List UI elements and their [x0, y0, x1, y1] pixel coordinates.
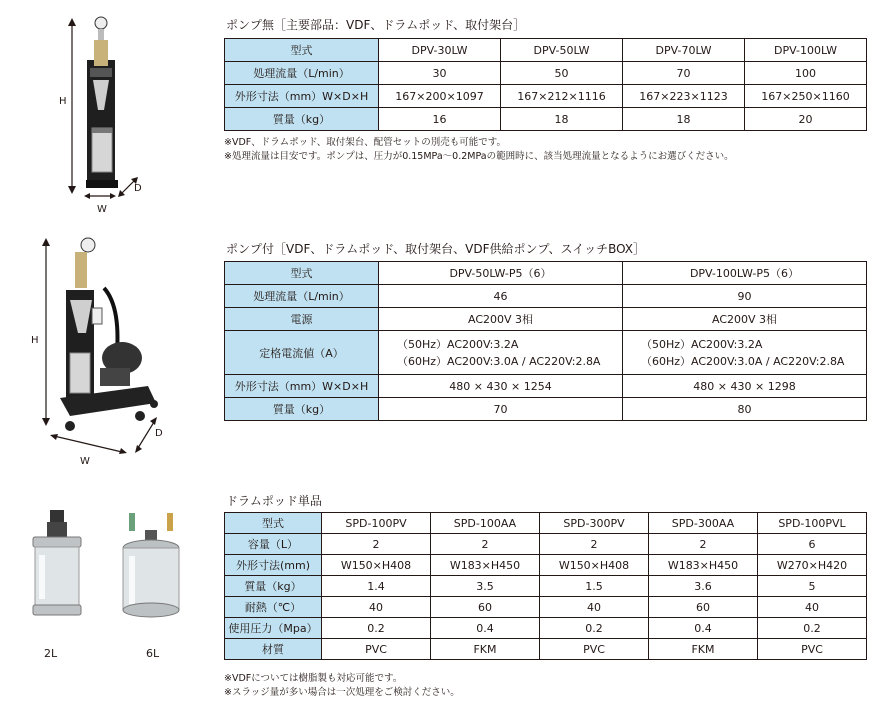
model-cell: SPD-100PVL	[758, 513, 867, 534]
model-cell: SPD-300AA	[649, 513, 758, 534]
table-row	[225, 576, 867, 597]
note-line: ※スラッジ量が多い場合は一次処理をご検討ください。	[224, 687, 460, 698]
table-cell: 167×212×1116	[501, 85, 623, 108]
model-cell: SPD-100AA	[431, 513, 540, 534]
row-label: 質量（kg）	[225, 576, 322, 597]
table-cell: PVC	[758, 639, 867, 660]
table-cell: PVC	[322, 639, 431, 660]
section1-title: ポンプ無［主要部品：VDF、ドラムポッド、取付架台］	[226, 18, 526, 32]
drum-pot-spec-table	[224, 512, 867, 660]
current-cell	[379, 331, 623, 375]
row-label: 使用圧力（Mpa）	[225, 618, 322, 639]
table-cell: 40	[758, 597, 867, 618]
table-row	[225, 331, 867, 375]
table-cell: 0.4	[431, 618, 540, 639]
table-cell: 480 × 430 × 1254	[379, 375, 623, 398]
table-cell: 50	[501, 62, 623, 85]
model-header-cell: 型式	[225, 513, 322, 534]
table-cell: 70	[623, 62, 745, 85]
row-label: 処理流量（L/min）	[225, 285, 379, 308]
table-cell: W183×H450	[649, 555, 758, 576]
table-cell: 60	[649, 597, 758, 618]
model-cell: DPV-50LW	[501, 39, 623, 62]
depth-label: D	[134, 183, 142, 194]
table-cell: 2	[431, 534, 540, 555]
row-label: 外形寸法（mm）W×D×H	[225, 375, 379, 398]
current-cell	[623, 331, 867, 375]
table-cell: 0.4	[649, 618, 758, 639]
drum-pot-6l-image	[115, 510, 195, 625]
note-line: ※VDFについては樹脂製も対応可能です。	[224, 673, 403, 684]
table-row	[225, 108, 867, 131]
pump-spec-table	[224, 261, 867, 421]
table-cell: 46	[379, 285, 623, 308]
table-cell: 40	[322, 597, 431, 618]
table-cell: 40	[540, 597, 649, 618]
table-cell: 2	[649, 534, 758, 555]
model-header-cell: 型式	[225, 39, 379, 62]
table-row	[225, 85, 867, 108]
table-row	[225, 62, 867, 85]
drum-pot-2l-image	[25, 505, 100, 625]
width-label: W	[80, 456, 90, 467]
row-label: 材質	[225, 639, 322, 660]
table-cell: 80	[623, 398, 867, 421]
current-line: （50Hz）AC200V:3.2A	[397, 337, 519, 351]
pump-unit-image	[30, 228, 175, 463]
height-label: H	[59, 96, 67, 107]
note-line: ※VDF、ドラムポッド、取付架台、配管セットの別売も可能です。	[224, 137, 507, 148]
table-cell: 30	[379, 62, 501, 85]
section2-title: ポンプ付［VDF、ドラムポッド、取付架台、VDF供給ポンプ、スイッチBOX］	[226, 242, 645, 256]
table-row	[225, 285, 867, 308]
table-cell: 20	[745, 108, 867, 131]
table-cell: 16	[379, 108, 501, 131]
table-cell: 100	[745, 62, 867, 85]
model-cell: DPV-100LW	[745, 39, 867, 62]
row-label: 外形寸法(mm)	[225, 555, 322, 576]
table-row	[225, 639, 867, 660]
row-label: 質量（kg）	[225, 398, 379, 421]
table-cell: W183×H450	[431, 555, 540, 576]
table-row	[225, 534, 867, 555]
table-cell: 3.6	[649, 576, 758, 597]
row-label: 外形寸法（mm）W×D×H	[225, 85, 379, 108]
section3-title: ドラムポッド単品	[226, 494, 322, 508]
table-cell: AC200V 3相	[379, 308, 623, 331]
table-cell: W150×H408	[322, 555, 431, 576]
row-label: 容量（L）	[225, 534, 322, 555]
model-cell: DPV-100LW-P5（6）	[623, 262, 867, 285]
row-label: 耐熱（℃）	[225, 597, 322, 618]
table-cell: W270×H420	[758, 555, 867, 576]
table-cell: 0.2	[322, 618, 431, 639]
current-line: （60Hz）AC200V:3.0A / AC220V:2.8A	[397, 354, 601, 368]
table-row	[225, 555, 867, 576]
table-row	[225, 398, 867, 421]
table-cell: 1.4	[322, 576, 431, 597]
table-cell: 18	[501, 108, 623, 131]
table-header-row	[225, 39, 867, 62]
row-label: 電源	[225, 308, 379, 331]
table-cell: 60	[431, 597, 540, 618]
table-cell: 70	[379, 398, 623, 421]
table-cell: AC200V 3相	[623, 308, 867, 331]
current-line: （60Hz）AC200V:3.0A / AC220V:2.8A	[641, 354, 845, 368]
table-cell: 5	[758, 576, 867, 597]
table-cell: 2	[322, 534, 431, 555]
row-label: 質量（kg）	[225, 108, 379, 131]
model-cell: DPV-50LW-P5（6）	[379, 262, 623, 285]
table-cell: 0.2	[540, 618, 649, 639]
table-cell: 2	[540, 534, 649, 555]
note-line: ※処理流量は目安です。ポンプは、圧力が0.15MPa～0.2MPaの範囲時に、該当処理流量となるようにお選びください。	[224, 151, 734, 162]
model-header-cell: 型式	[225, 262, 379, 285]
table-cell: 6	[758, 534, 867, 555]
table-cell: 167×223×1123	[623, 85, 745, 108]
table-cell: W150×H408	[540, 555, 649, 576]
table-row	[225, 597, 867, 618]
height-label: H	[31, 335, 39, 346]
table-cell: 18	[623, 108, 745, 131]
table-cell: 167×200×1097	[379, 85, 501, 108]
table-row	[225, 375, 867, 398]
depth-label: D	[155, 428, 163, 439]
model-cell: DPV-70LW	[623, 39, 745, 62]
width-label: W	[97, 204, 107, 215]
table-header-row	[225, 262, 867, 285]
table-row	[225, 308, 867, 331]
model-cell: SPD-100PV	[322, 513, 431, 534]
pumpless-spec-table	[224, 38, 867, 131]
current-line: （50Hz）AC200V:3.2A	[641, 337, 763, 351]
table-cell: 0.2	[758, 618, 867, 639]
table-row	[225, 618, 867, 639]
row-label: 定格電流値（A）	[225, 331, 379, 375]
table-cell: FKM	[649, 639, 758, 660]
model-cell: SPD-300PV	[540, 513, 649, 534]
row-label: 処理流量（L/min）	[225, 62, 379, 85]
table-cell: 480 × 430 × 1298	[623, 375, 867, 398]
table-cell: 167×250×1160	[745, 85, 867, 108]
caption-6l: 6L	[146, 647, 160, 660]
table-cell: FKM	[431, 639, 540, 660]
table-cell: PVC	[540, 639, 649, 660]
caption-2l: 2L	[44, 647, 58, 660]
table-cell: 90	[623, 285, 867, 308]
table-cell: 1.5	[540, 576, 649, 597]
model-cell: DPV-30LW	[379, 39, 501, 62]
table-cell: 3.5	[431, 576, 540, 597]
table-header-row	[225, 513, 867, 534]
